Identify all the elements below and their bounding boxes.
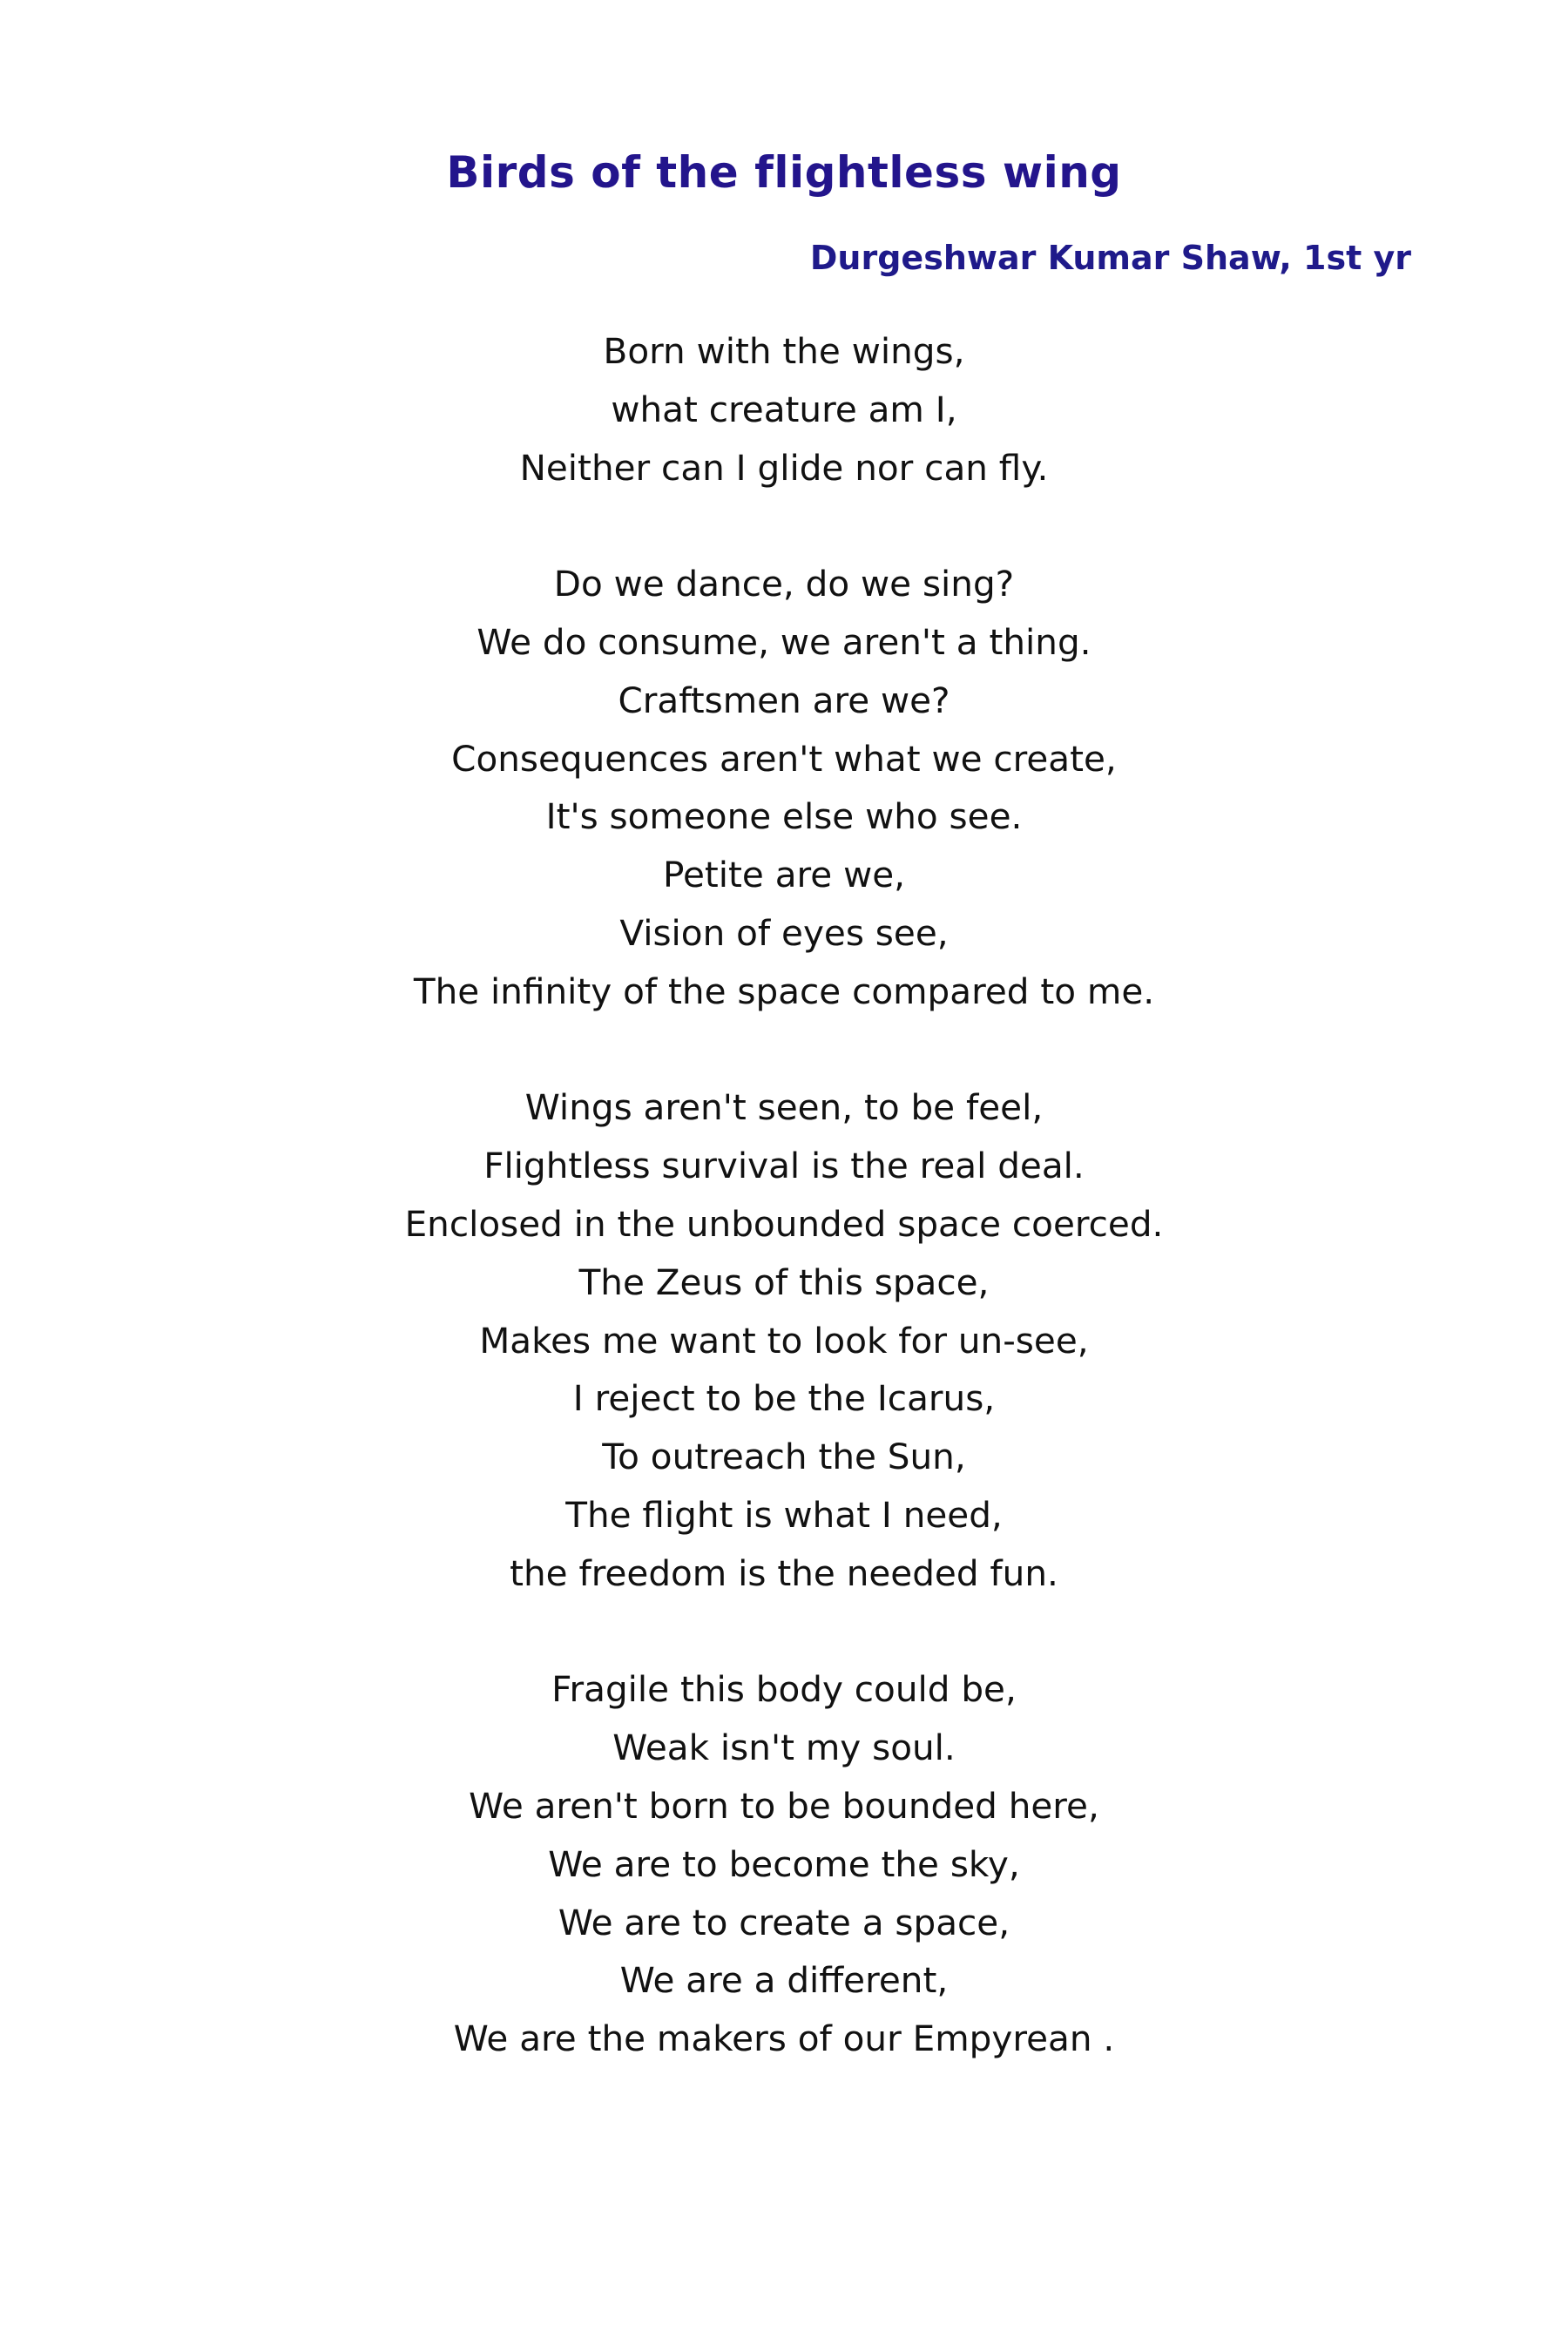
poem-line: Weak isn't my soul. — [612, 1727, 956, 1769]
poem-line: Petite are we, — [663, 854, 905, 896]
poem-line: The infinity of the space compared to me. — [413, 970, 1155, 1012]
poem-line: what creature am I, — [611, 388, 957, 430]
poem-line: We do consume, we aren't a thing. — [476, 620, 1092, 663]
poem-line: I reject to be the Icarus, — [572, 1377, 996, 1420]
stanza-gap — [0, 1603, 1568, 1661]
poem-line: Fragile this body could be, — [551, 1668, 1017, 1711]
poem-line: The flight is what I need, — [565, 1493, 1003, 1536]
stanza-gap — [0, 1021, 1568, 1079]
stanza-1 — [0, 322, 1568, 497]
poem-line: We aren't born to be bounded here, — [469, 1784, 1099, 1827]
poem-line: We are to become the sky, — [548, 1842, 1020, 1885]
author-byline: Durgeshwar Kumar Shaw, 1st yr — [809, 239, 1411, 277]
poem-line: Do we dance, do we sing? — [553, 563, 1015, 605]
poem-body — [0, 322, 1568, 2068]
poem-line: It's someone else who see. — [545, 795, 1023, 838]
poem-line: Craftsmen are we? — [618, 679, 950, 721]
poem-title: Birds of the flightless wing — [446, 147, 1122, 198]
poem-line: Vision of eyes see, — [619, 911, 949, 954]
poem-line: To outreach the Sun, — [602, 1436, 966, 1478]
poem-line: Born with the wings, — [603, 330, 965, 372]
stanza-gap — [0, 497, 1568, 555]
poem-line: the freedom is the needed fun. — [510, 1551, 1058, 1594]
stanza-4 — [0, 1660, 1568, 2068]
poem-line: The Zeus of this space, — [578, 1260, 990, 1303]
poem-line: Neither can I glide nor can fly. — [519, 446, 1049, 489]
poem-line: Wings aren't seen, to be feel, — [524, 1086, 1044, 1129]
stanza-2 — [0, 555, 1568, 1020]
poem-line: We are to create a space, — [558, 1901, 1010, 1943]
poem-line: We are the makers of our Empyrean . — [453, 2017, 1115, 2060]
stanza-3 — [0, 1078, 1568, 1602]
poem-line: We are a different, — [619, 1959, 949, 2002]
poem-line: Enclosed in the unbounded space coerced. — [404, 1202, 1164, 1245]
poem-line: Consequences aren't what we create, — [451, 737, 1117, 780]
poem-line: Makes me want to look for un-see, — [479, 1319, 1089, 1362]
poem-line: Flightless survival is the real deal. — [483, 1145, 1085, 1187]
